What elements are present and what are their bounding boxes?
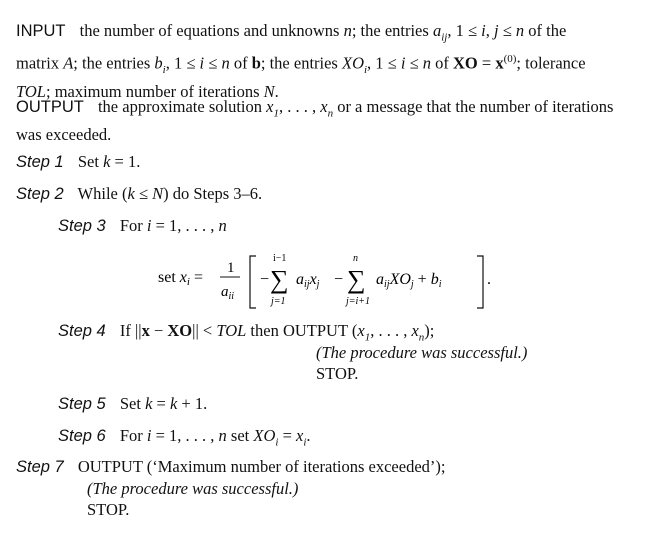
left-bracket <box>250 256 256 308</box>
input-section <box>16 20 648 103</box>
step-1-label: Step 1 <box>16 153 64 171</box>
formula-end: . <box>487 271 491 288</box>
step-3-text: For i = 1, . . . , n <box>119 216 227 235</box>
step-2-label: Step 2 <box>16 185 64 203</box>
formula-frac-num: 1 <box>227 260 235 276</box>
step-3 <box>58 215 227 237</box>
input-line-2: matrix A; the entries $b_i$, 1 ≤ i ≤ n of b; the entries $XO_i$, 1 ≤ i ≤ n of XO = $x^{(0)}$; tolerance <box>16 53 586 77</box>
formula-frac-den: $a_{ii}$ <box>221 284 235 302</box>
formula-lead: set xi = <box>158 269 203 288</box>
step-7 <box>16 456 445 478</box>
sum1-top: i−1 <box>273 253 287 264</box>
output-section <box>16 96 648 146</box>
step-2 <box>16 183 262 205</box>
formula-svg <box>154 252 514 314</box>
step-7-label: Step 7 <box>16 458 64 476</box>
step-7-text: OUTPUT (‘Maximum number of iterations exceeded’); <box>77 457 446 476</box>
right-bracket <box>477 256 483 308</box>
step-3-label: Step 3 <box>58 217 106 235</box>
sum2-bot: j=i+1 <box>346 296 371 307</box>
output-label: OUTPUT <box>16 98 84 116</box>
input-line-3: TOL; maximum number of iterations N. <box>16 82 279 102</box>
input-line-1-text: the number of equations and unknowns n; the entries $a_{ij}$, 1 ≤ i, j ≤ n of the <box>79 21 567 44</box>
output-line-1-text: the approximate solution $x_1$, . . . , $x_n$ or a message that the number of iterations <box>97 97 614 120</box>
step-1-text: Set k = 1. <box>77 152 141 171</box>
step-5 <box>58 393 207 415</box>
step-6-text: For i = 1, . . . , n set $XO_i = x_i$. <box>119 426 311 449</box>
step-5-label: Step 5 <box>58 395 106 413</box>
sum1-bot: j=1 <box>271 296 286 307</box>
sigma-1-icon: ∑ <box>270 265 289 294</box>
sigma-2-icon: ∑ <box>347 265 366 294</box>
step-2-text: While (k ≤ N) do Steps 3–6. <box>77 184 263 203</box>
step-1 <box>16 151 140 173</box>
sum2-top: n <box>353 253 358 264</box>
step-4-label: Step 4 <box>58 322 106 340</box>
output-line-2: was exceeded. <box>16 125 112 145</box>
jacobi-formula <box>154 252 514 314</box>
step-7-note: (The procedure was successful.) <box>87 479 299 498</box>
step-4-text: If ||x − XO|| < TOL then OUTPUT ($x_1$, . . . , $x_n$); <box>119 321 435 344</box>
step-4-note: (The procedure was successful.) <box>316 343 528 362</box>
input-line-1 <box>16 20 648 48</box>
step-5-text: Set k = k + 1. <box>119 394 208 413</box>
step-4-stop: STOP. <box>316 364 359 383</box>
step-7-stop: STOP. <box>87 500 130 519</box>
input-label: INPUT <box>16 22 66 40</box>
formula-minus-2: − <box>334 271 344 288</box>
output-line-1 <box>16 96 648 124</box>
sum1-term: aijxj <box>296 271 320 290</box>
formula-minus-1: − <box>260 271 270 288</box>
step-6-label: Step 6 <box>58 427 106 445</box>
step-6 <box>58 425 311 453</box>
sum2-term: aijXOj + bi <box>376 271 442 290</box>
